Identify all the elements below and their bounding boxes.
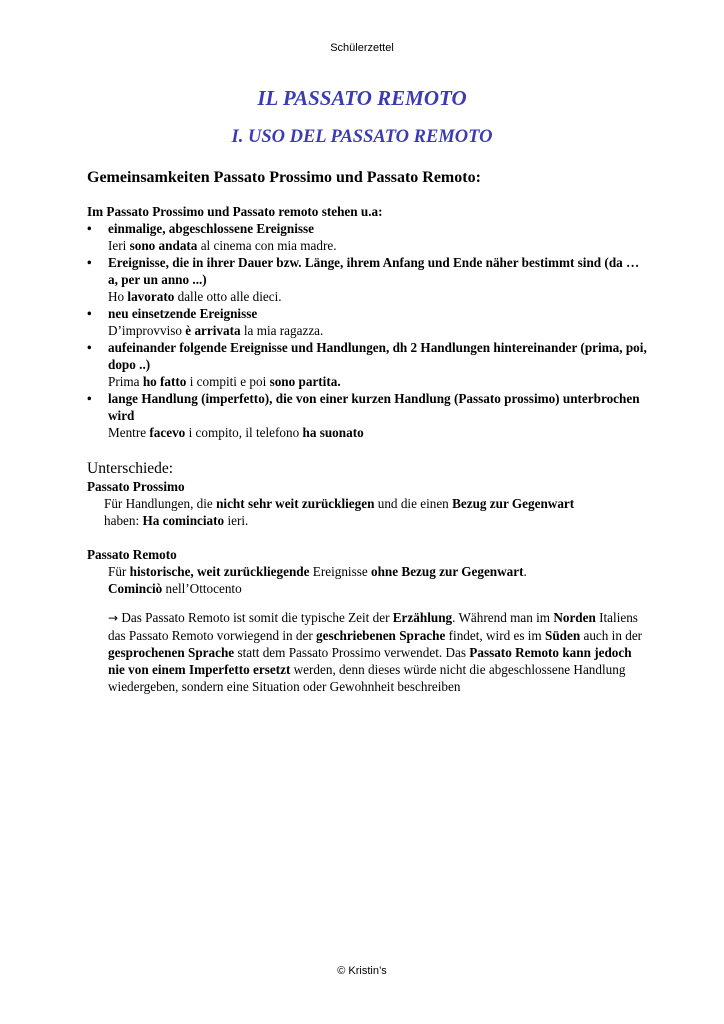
common-list [87,220,647,441]
page-header: Schülerzettel [330,42,394,54]
list-item-term: einmalige, abgeschlossene Ereignisse [108,221,314,236]
list-item [87,390,647,441]
differences-heading: Unterschiede: [87,460,174,477]
list-item [87,305,647,339]
list-item [87,339,647,390]
remoto-label: Passato Remoto [87,547,177,562]
prossimo-line-1: Für Handlungen, die nicht sehr weit zurückliegen und die einen Bezug zur Gegenwart [104,496,575,511]
list-item [87,254,647,305]
bullet-icon: • [87,255,92,270]
list-item-example: Mentre facevo i compito, il telefono ha suonato [108,425,364,440]
page-footer: © Kristin’s [337,965,387,977]
prossimo-label: Passato Prossimo [87,479,185,494]
summary-note: → Das Passato Remoto ist somit die typische Zeit der Erzählung. Während man im Norden Italiens das Passato Remoto vorwiegend in der geschriebenen Sprache findet, wird es im Süden auch in der gesprochenen Sprache statt dem Passato Prossimo verwendet. Das Passato Remoto kann jedoch nie von einem Imperfetto ersetzt werden, denn dieses würde nicht die abgeschlossene Handlung wiedergeben, sondern eine Situation oder Gewohnheit beschreiben [108,610,643,694]
list-item-example: Ho lavorato dalle otto alle dieci. [108,289,282,304]
bullet-icon: • [87,391,92,406]
remoto-line-1: Für historische, weit zurückliegende Ereignisse ohne Bezug zur Gegenwart. [108,564,527,579]
list-item-term: aufeinander folgende Ereignisse und Handlungen, dh 2 Handlungen hintereinander (prima, poi, dopo ..) [108,340,647,372]
bullet-icon: • [87,306,92,321]
page-title: IL PASSATO REMOTO [257,86,467,110]
common-intro: Im Passato Prossimo und Passato remoto stehen u.a: [87,204,383,219]
bullet-icon: • [87,221,92,236]
list-item-term: neu einsetzende Ereignisse [108,306,258,321]
prossimo-line-2: haben: Ha cominciato ieri. [104,513,249,528]
remoto-line-2: Cominciò nell’Ottocento [108,581,242,596]
list-item-example: D’improvviso è arrivata la mia ragazza. [108,323,324,338]
common-heading: Gemeinsamkeiten Passato Prossimo und Passato Remoto: [87,169,481,186]
list-item-example: Prima ho fatto i compiti e poi sono partita. [108,374,341,389]
arrow-right-icon: → [108,611,119,625]
bullet-icon: • [87,340,92,355]
section-title: I. USO DEL PASSATO REMOTO [231,127,493,147]
list-item-term: Ereignisse, die in ihrer Dauer bzw. Länge, ihrem Anfang und Ende näher bestimmt sind (da … a, per un anno ...) [108,255,640,287]
list-item-term: lange Handlung (imperfetto), die von einer kurzen Handlung (Passato prossimo) unterbrochen wird [108,391,640,423]
list-item [87,220,647,254]
list-item-example: Ieri sono andata al cinema con mia madre. [108,238,337,253]
document-body [87,168,647,695]
